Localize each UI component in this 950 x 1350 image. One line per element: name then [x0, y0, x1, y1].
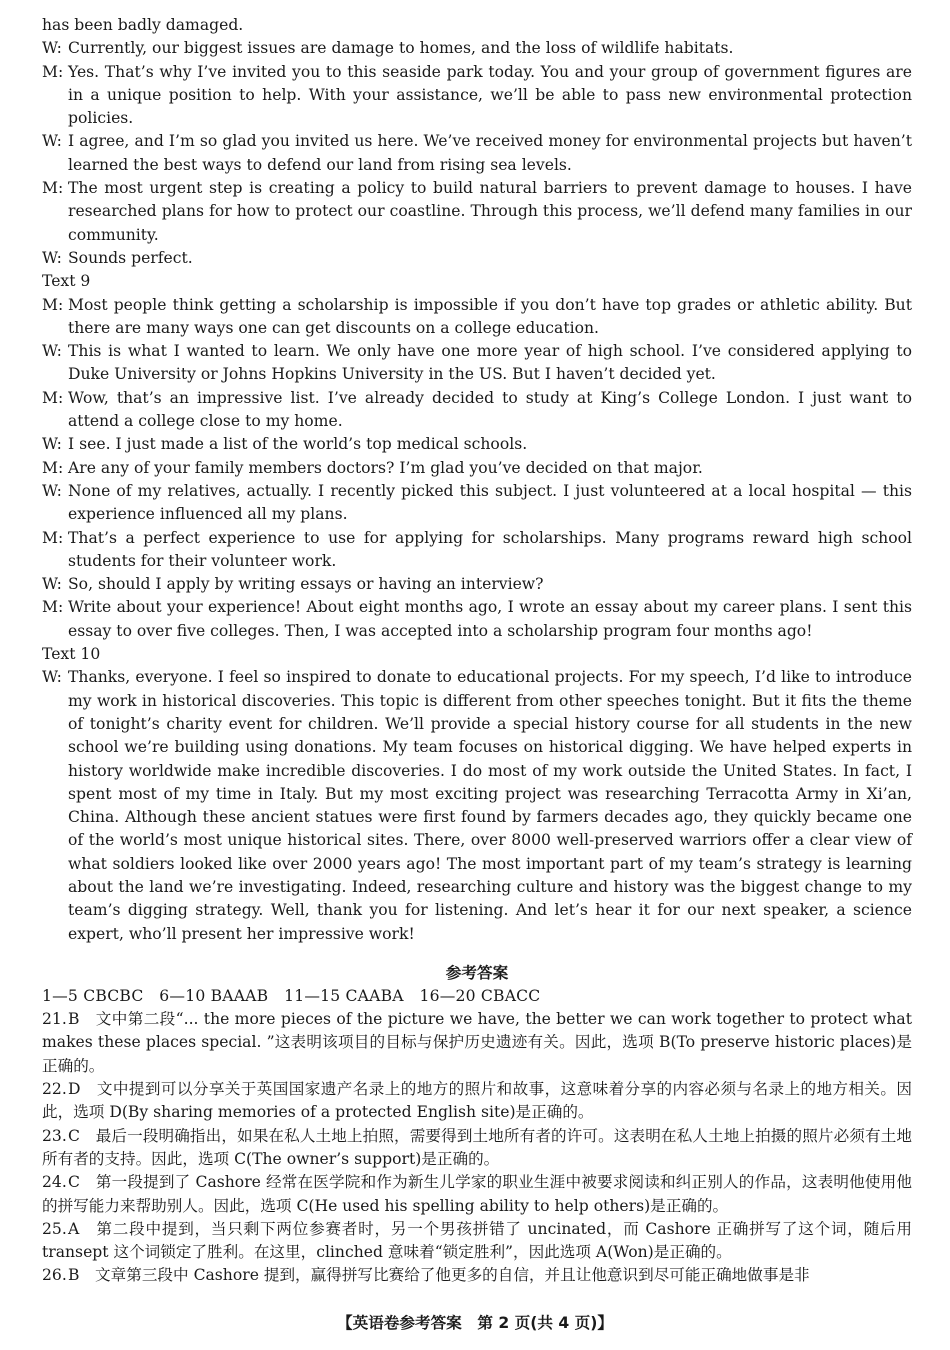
answer-number: 24. [42, 1173, 67, 1192]
turn-text: Wow, that’s an impressive list. I’ve already decided to study at King’s College London. I just want to attend a college close to my home. [68, 388, 912, 431]
answer-explanation: C 第一段提到了 Cashore 经常在医学院和作为新生儿学家的职业生涯中被要求阅读和纠正别人的作品，这表明他使用他的拼写能力来帮助别人。因此，选项 C(He used his spelling ability to help others)是正确的。 [42, 1173, 912, 1215]
continuation-line: has been badly damaged. [42, 16, 244, 34]
answer-explanation: C 最后一段明确指出，如果在私人土地上拍照，需要得到土地所有者的许可。这表明在私人土地上拍摄的照片必须有土地所有者的支持。因此，选项 C(The owner’s support)是正确的。 [42, 1126, 912, 1168]
turn-text: I agree, and I’m so glad you invited us here. We’ve received money for environmental projects but haven’t learned the best ways to defend our land from rising sea levels. [68, 132, 912, 174]
text8-dialogue [42, 37, 912, 270]
answer-item [42, 1125, 912, 1172]
turn-text: I see. I just made a list of the world’s top medical schools. [68, 435, 528, 454]
speaker-label: M: [42, 458, 64, 477]
speaker-label: M: [42, 62, 64, 81]
answer-key-line: 1—5 CBCBC 6—10 BAAAB 11—15 CAABA 16—20 CBACC [42, 986, 541, 1005]
answer-item [42, 1078, 912, 1125]
dialogue-turn [42, 433, 912, 456]
dialogue-turn [42, 340, 912, 387]
answer-explanation: D 文中提到可以分享关于英国国家遗产名录上的地方的照片和故事，这意味着分享的内容必须与名录上的地方相关。因此，选项 D(By sharing memories of a protected English site)是正确的。 [42, 1080, 912, 1122]
speaker-label: W: [42, 342, 62, 361]
dialogue-turn [42, 37, 912, 60]
answer-explanation: A 第二段中提到，当只剩下两位参赛者时，另一个男孩拼错了 uncinated，而 Cashore 正确拼写了这个词，随后用 transept 这个词锁定了胜利。在这里，clinched 意味着“锁定胜利”，因此选项 A(Won)是正确的。 [42, 1219, 912, 1262]
answer-explanation: B 文章第三段中 Cashore 提到，赢得拼写比赛给了他更多的自信，并且让他意识到尽可能正确地做事是非 [68, 1266, 810, 1285]
answer-number: 21. [42, 1010, 67, 1029]
turn-text: Yes. That’s why I’ve invited you to this seaside park today. You and your group of government figures are in a unique position to help. With your assistance, we’ll be able to pass new environmental protection policies. [68, 62, 912, 128]
text9-dialogue [42, 294, 912, 643]
turn-text: Thanks, everyone. I feel so inspired to donate to educational projects. For my speech, I’d like to introduce my work in historical discoveries. This topic is different from other speeches tonight. But it fits the theme of tonight’s charity event for children. We’ll provide a special history course for all students in the new school we’re building using donations. My team focuses on historical digging. We have helped experts in history worldwide make incredible discoveries. I do most of my work outside the United States. In fact, I spent most of my time in Italy. But my most exciting project was researching Terracotta Army in Xi’an, China. Although these ancient statues were first found by farmers decades ago, they quickly became one of the world’s most unique historical sites. There, over 8000 well-preserved warriors offer a clear view of what soldiers looked like over 2000 years ago! The most important part of my team’s strategy is learning about the land we’re investigating. Indeed, researching culture and history was the biggest change to my team’s digging strategy. Well, thank you for listening. And let’s hear it for our next speaker, a science expert, who’ll present her impressive work! [68, 668, 912, 943]
speaker-label: W: [42, 39, 62, 58]
speaker-label: W: [42, 668, 62, 687]
speaker-label: W: [42, 575, 62, 594]
dialogue-turn [42, 247, 912, 270]
speaker-label: M: [42, 295, 64, 314]
answer-number: 23. [42, 1126, 67, 1145]
dialogue-turn [42, 596, 912, 643]
speaker-label: M: [42, 388, 64, 407]
page-footer: 【英语卷参考答案 第 2 页(共 4 页)】 [337, 1314, 613, 1332]
speaker-label: M: [42, 598, 64, 617]
turn-text: Are any of your family members doctors? I’m glad you’ve decided on that major. [68, 458, 703, 477]
speaker-label: M: [42, 528, 64, 547]
dialogue-turn [42, 130, 912, 177]
turn-text: That’s a perfect experience to use for applying for scholarships. Many programs reward high school students for their volunteer work. [68, 528, 912, 570]
turn-text: This is what I wanted to learn. We only have one more year of high school. I’ve considered applying to Duke University or Johns Hopkins University in the US. But I haven’t decided yet. [68, 342, 912, 384]
dialogue-turn [42, 527, 912, 574]
turn-text: The most urgent step is creating a policy to build natural barriers to prevent damage to houses. I have researched plans for how to protect our coastline. Through this process, we’ll defend many families in our community. [68, 179, 912, 244]
dialogue-turn [42, 666, 912, 946]
answer-item [42, 1264, 912, 1287]
dialogue-turn [42, 457, 912, 480]
dialogue-turn [42, 480, 912, 527]
turn-text: Most people think getting a scholarship is impossible if you don’t have top grades or athletic ability. But there are many ways one can get discounts on a college education. [68, 295, 912, 337]
turn-text: Sounds perfect. [68, 248, 193, 267]
turn-text: Currently, our biggest issues are damage to homes, and the loss of wildlife habitats. [68, 39, 734, 58]
answer-number: 26. [42, 1266, 67, 1285]
document-page [42, 14, 912, 1288]
answer-item [42, 1171, 912, 1218]
text10-label: Text 10 [42, 645, 101, 664]
speaker-label: W: [42, 481, 62, 500]
answer-item [42, 1218, 912, 1265]
dialogue-turn [42, 294, 912, 341]
answer-explanations [42, 1008, 912, 1288]
answer-number: 25. [42, 1219, 67, 1238]
dialogue-turn [42, 573, 912, 596]
answers-title: 参考答案 [445, 963, 509, 982]
turn-text: Write about your experience! About eight months ago, I wrote an essay about my career plans. I sent this essay to over five colleges. Then, I was accepted into a scholarship program four months ago! [68, 598, 912, 640]
answer-number: 22. [42, 1080, 67, 1099]
speaker-label: W: [42, 435, 62, 454]
text9-label: Text 9 [42, 272, 91, 291]
speaker-label: W: [42, 132, 62, 151]
dialogue-turn [42, 387, 912, 434]
answer-item [42, 1008, 912, 1078]
text10-speech [42, 666, 912, 946]
dialogue-turn [42, 177, 912, 247]
turn-text: None of my relatives, actually. I recently picked this subject. I just volunteered at a local hospital — this experience influenced all my plans. [68, 481, 912, 524]
speaker-label: M: [42, 179, 64, 198]
dialogue-turn [42, 61, 912, 131]
answer-explanation: B 文中第二段“... the more pieces of the picture we have, the better we can work together to protect what makes these places special. ”这表明该项目的目标与保护历史遗迹有关。因此，选项 B(To preserve historic places)是正确的。 [42, 1010, 912, 1075]
turn-text: So, should I apply by writing essays or having an interview? [68, 575, 544, 594]
speaker-label: W: [42, 248, 62, 267]
